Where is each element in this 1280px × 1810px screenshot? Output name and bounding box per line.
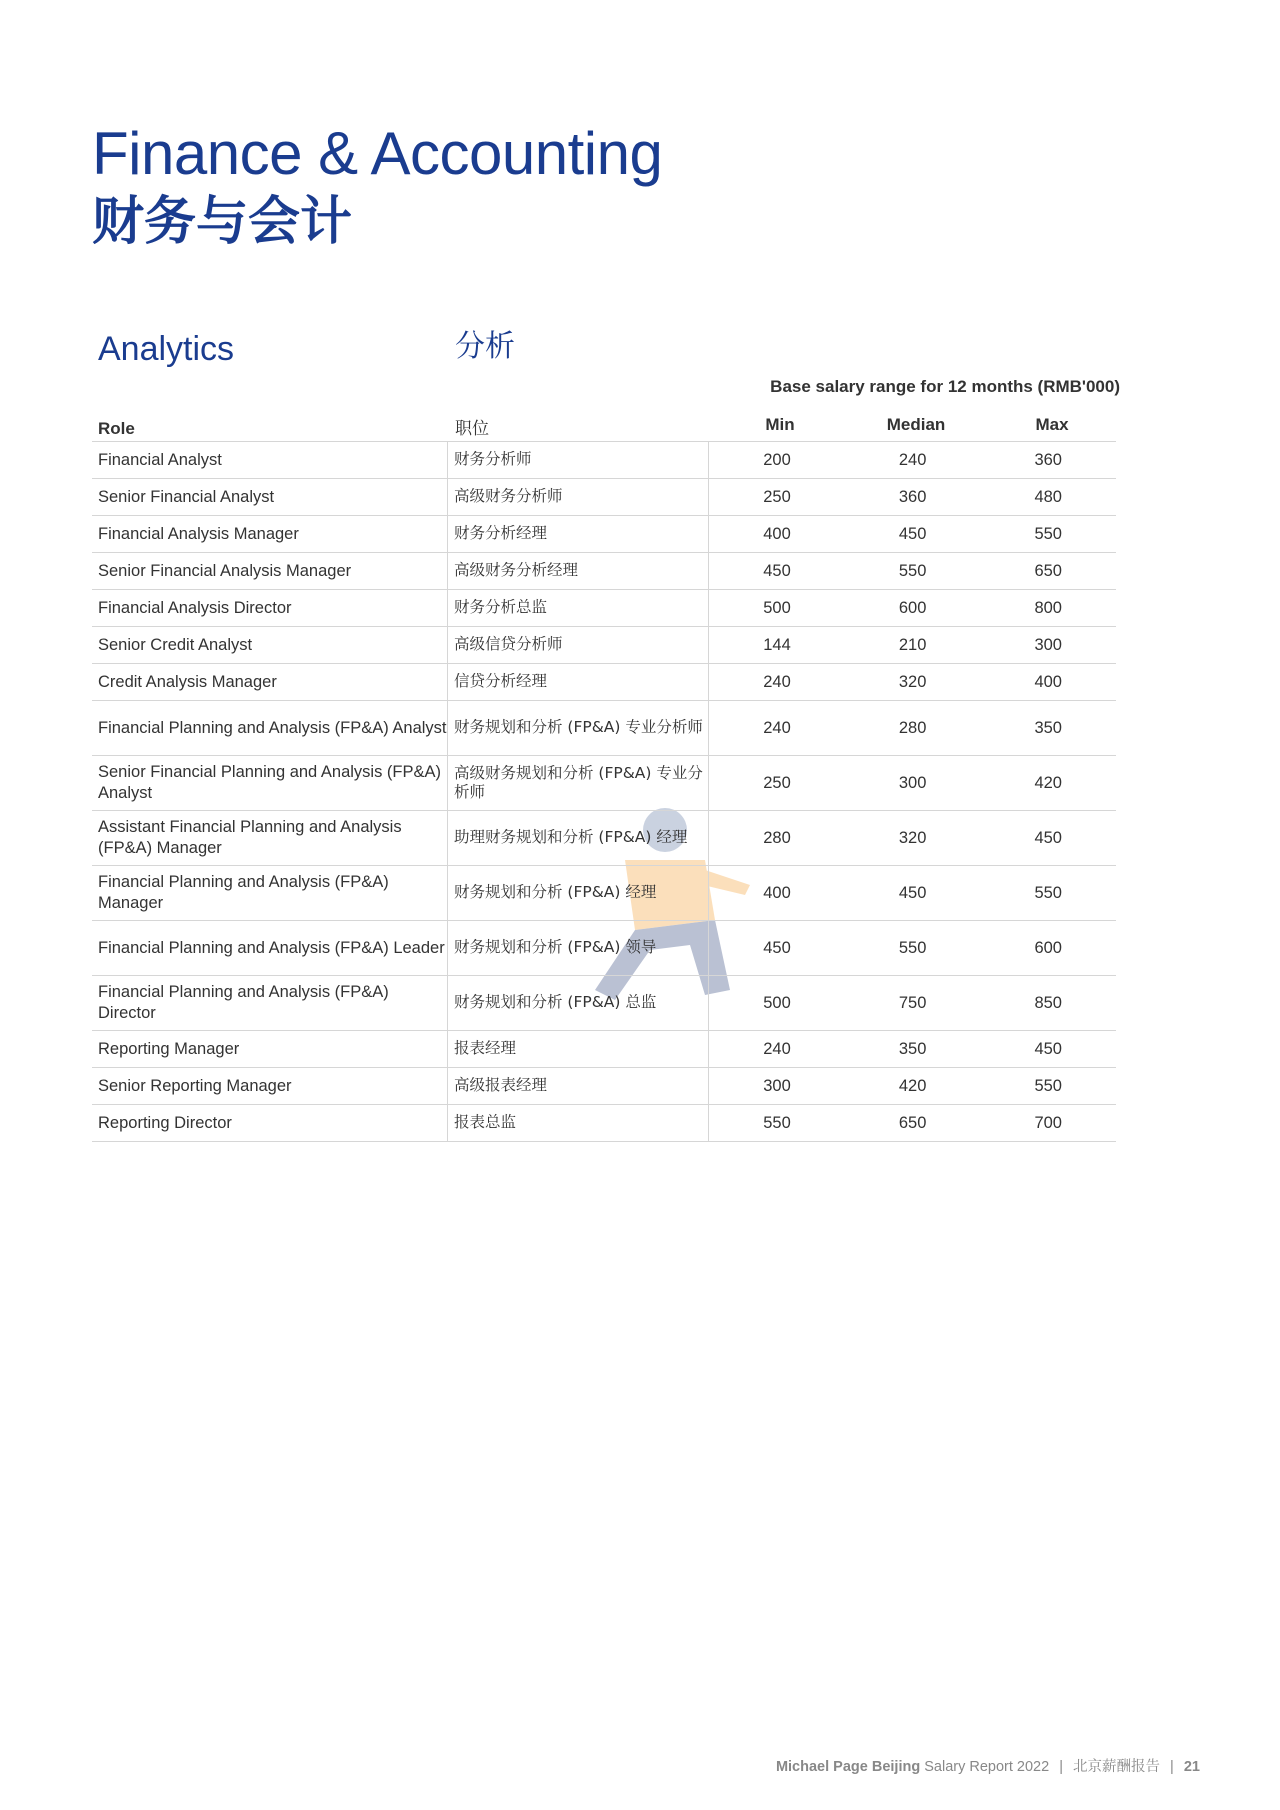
min-cell: 300 bbox=[763, 1076, 791, 1095]
header-role: Role bbox=[98, 419, 135, 438]
role-cell: Assistant Financial Planning and Analysis (FP&A) Manager bbox=[92, 811, 448, 865]
max-cell: 550 bbox=[1034, 1076, 1062, 1095]
median-cell: 210 bbox=[898, 635, 927, 654]
median-cell: 650 bbox=[898, 1113, 927, 1132]
role-zh-cell: 报表经理 bbox=[448, 1031, 709, 1067]
table-row bbox=[92, 590, 1116, 627]
role-zh-cell: 财务规划和分析 (FP&A) 领导 bbox=[448, 921, 709, 975]
page-title: Finance & Accounting bbox=[92, 120, 663, 187]
section-title-zh: 分析 bbox=[455, 329, 515, 364]
max-cell: 700 bbox=[1034, 1113, 1062, 1132]
table-row bbox=[92, 1105, 1116, 1142]
page-number: 21 bbox=[1183, 1759, 1200, 1775]
max-cell: 550 bbox=[1034, 524, 1062, 543]
median-cell: 300 bbox=[898, 773, 927, 792]
role-zh-cell: 高级报表经理 bbox=[448, 1068, 709, 1104]
footer-brand: Michael Page Beijing bbox=[775, 1759, 921, 1775]
median-cell: 360 bbox=[898, 487, 927, 506]
role-cell: Credit Analysis Manager bbox=[92, 664, 448, 700]
page-title-zh: 财务与会计 bbox=[92, 192, 353, 252]
role-zh-cell: 高级财务规划和分析 (FP&A) 专业分析师 bbox=[448, 756, 709, 810]
table-header bbox=[92, 405, 1116, 442]
role-zh-cell: 高级财务分析师 bbox=[448, 479, 709, 515]
role-cell: Senior Credit Analyst bbox=[92, 627, 448, 663]
table-row bbox=[92, 811, 1116, 866]
max-cell: 420 bbox=[1034, 773, 1062, 792]
header-max: Max bbox=[1035, 415, 1069, 434]
table-row bbox=[92, 479, 1116, 516]
role-cell: Financial Planning and Analysis (FP&A) Leader bbox=[92, 921, 448, 975]
min-cell: 450 bbox=[763, 938, 791, 957]
role-zh-cell: 信贷分析经理 bbox=[448, 664, 709, 700]
role-cell: Financial Analysis Manager bbox=[92, 516, 448, 552]
role-cell: Reporting Director bbox=[92, 1105, 448, 1141]
role-zh-cell: 财务分析总监 bbox=[448, 590, 709, 626]
table-row bbox=[92, 976, 1116, 1031]
table-row bbox=[92, 1068, 1116, 1105]
role-cell: Financial Analyst bbox=[92, 442, 448, 478]
role-zh-cell: 财务分析师 bbox=[448, 442, 709, 478]
max-cell: 300 bbox=[1034, 635, 1062, 654]
max-cell: 360 bbox=[1034, 450, 1062, 469]
max-cell: 480 bbox=[1034, 487, 1062, 506]
max-cell: 550 bbox=[1034, 883, 1062, 902]
median-cell: 450 bbox=[898, 883, 927, 902]
max-cell: 650 bbox=[1034, 561, 1062, 580]
min-cell: 500 bbox=[763, 993, 791, 1012]
footer-report-zh: 北京薪酬报告 bbox=[1073, 1759, 1161, 1775]
table-row bbox=[92, 921, 1116, 976]
max-cell: 450 bbox=[1034, 828, 1062, 847]
min-cell: 240 bbox=[763, 718, 791, 737]
max-cell: 400 bbox=[1034, 672, 1062, 691]
min-cell: 400 bbox=[763, 883, 791, 902]
section-title: Analytics bbox=[98, 330, 235, 368]
header-min: Min bbox=[765, 415, 795, 434]
role-zh-cell: 报表总监 bbox=[448, 1105, 709, 1141]
header-median: Median bbox=[886, 415, 946, 434]
header-role-zh: 职位 bbox=[455, 419, 489, 439]
role-cell: Reporting Manager bbox=[92, 1031, 448, 1067]
max-cell: 850 bbox=[1034, 993, 1062, 1012]
table-row bbox=[92, 1031, 1116, 1068]
min-cell: 240 bbox=[763, 1039, 791, 1058]
role-cell: Financial Planning and Analysis (FP&A) Manager bbox=[92, 866, 448, 920]
median-cell: 450 bbox=[898, 524, 927, 543]
median-cell: 600 bbox=[898, 598, 927, 617]
median-cell: 420 bbox=[898, 1076, 927, 1095]
median-cell: 280 bbox=[898, 718, 927, 737]
min-cell: 250 bbox=[763, 773, 791, 792]
table-row bbox=[92, 866, 1116, 921]
min-cell: 250 bbox=[763, 487, 791, 506]
max-cell: 800 bbox=[1034, 598, 1062, 617]
table-row bbox=[92, 627, 1116, 664]
median-cell: 320 bbox=[898, 828, 927, 847]
role-cell: Senior Financial Analyst bbox=[92, 479, 448, 515]
table-row bbox=[92, 553, 1116, 590]
role-cell: Senior Reporting Manager bbox=[92, 1068, 448, 1104]
median-cell: 550 bbox=[898, 561, 927, 580]
salary-range-caption: Base salary range for 12 months (RMB'000) bbox=[770, 377, 1120, 396]
role-zh-cell: 财务规划和分析 (FP&A) 专业分析师 bbox=[448, 701, 709, 755]
role-zh-cell: 高级信贷分析师 bbox=[448, 627, 709, 663]
role-zh-cell: 高级财务分析经理 bbox=[448, 553, 709, 589]
min-cell: 144 bbox=[763, 635, 791, 654]
min-cell: 550 bbox=[763, 1113, 791, 1132]
min-cell: 450 bbox=[763, 561, 791, 580]
min-cell: 240 bbox=[763, 672, 791, 691]
role-zh-cell: 财务分析经理 bbox=[448, 516, 709, 552]
max-cell: 350 bbox=[1034, 718, 1062, 737]
max-cell: 600 bbox=[1034, 938, 1062, 957]
min-cell: 200 bbox=[763, 450, 791, 469]
page-footer bbox=[776, 1755, 1200, 1776]
median-cell: 750 bbox=[898, 993, 927, 1012]
min-cell: 500 bbox=[763, 598, 791, 617]
role-zh-cell: 助理财务规划和分析 (FP&A) 经理 bbox=[448, 811, 709, 865]
role-zh-cell: 财务规划和分析 (FP&A) 经理 bbox=[448, 866, 709, 920]
footer-report: Salary Report 2022 bbox=[924, 1759, 1050, 1775]
table-row bbox=[92, 701, 1116, 756]
table-row bbox=[92, 664, 1116, 701]
role-zh-cell: 财务规划和分析 (FP&A) 总监 bbox=[448, 976, 709, 1030]
median-cell: 550 bbox=[898, 938, 927, 957]
role-cell: Senior Financial Analysis Manager bbox=[92, 553, 448, 589]
salary-table bbox=[92, 405, 1116, 1142]
table-row bbox=[92, 516, 1116, 553]
median-cell: 350 bbox=[898, 1039, 927, 1058]
table-row bbox=[92, 756, 1116, 811]
median-cell: 240 bbox=[898, 450, 927, 469]
role-cell: Financial Planning and Analysis (FP&A) Director bbox=[92, 976, 448, 1030]
table-row bbox=[92, 442, 1116, 479]
footer-divider: | bbox=[1170, 1759, 1174, 1775]
role-cell: Financial Planning and Analysis (FP&A) Analyst bbox=[92, 701, 448, 755]
median-cell: 320 bbox=[898, 672, 927, 691]
role-cell: Senior Financial Planning and Analysis (FP&A) Analyst bbox=[92, 756, 448, 810]
min-cell: 280 bbox=[763, 828, 791, 847]
max-cell: 450 bbox=[1034, 1039, 1062, 1058]
min-cell: 400 bbox=[763, 524, 791, 543]
footer-divider: | bbox=[1059, 1759, 1063, 1775]
table-body bbox=[92, 442, 1116, 1142]
role-cell: Financial Analysis Director bbox=[92, 590, 448, 626]
